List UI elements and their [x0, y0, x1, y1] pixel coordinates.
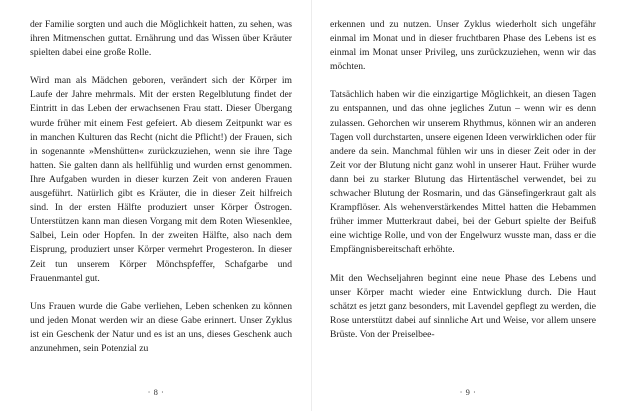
left-text-column [30, 18, 292, 370]
left-page-number: · 8 · [147, 387, 165, 397]
right-page-number: · 9 · [459, 387, 477, 397]
right-paragraph-3: Mit den Wechseljahren beginnt eine neue Phase des Lebens und unser Körper macht wieder eine Entwicklung durch. Die Haut schätzt es jetzt ganz besonders, mit Lavendel gepflegt zu werden, die Rose unterstützt dabei auf sinnliche Art und Weise, vor allem unsere Brüste. Von der Preiselbee- [330, 272, 596, 340]
right-paragraph-1: erkennen und zu nutzen. Unser Zyklus wiederholt sich ungefähr einmal im Monat und in dieser fruchtbaren Phase des Lebens ist es einmal im Monat unser Privileg, uns zurückzuziehen, wenn wir das möchten. [330, 19, 596, 73]
left-paragraph-2: Wird man als Mädchen geboren, verändert sich der Körper im Laufe der Jahre mehrmals. Mit der ersten Regelblutung findet der Eintritt in das Leben der erwachsenen Frau statt. Dieser Übergang wurde früher mit einem Fest gefeiert. Ab diesem Zeitpunkt war es in manchen Kulturen das Recht (nicht die Pflicht!) der Frauen, sich in sogenannte »Menshütten« zurückzuziehen, wenn sie ihre Tage hatten. Sie galten dann als hellfühlig und wurden ernst genommen. Ihre Aufgaben wurden in dieser kurzen Zeit von anderen Frauen ausgeführt. Natürlich gibt es Kräuter, die in dieser Zeit hilfreich sind. In der ersten Hälfte produziert unser Körper Östrogen. Unterstützen kann man diesen Vorgang mit dem Roten Wiesenklee, Salbei, Lein oder Hopfen. In der zweiten Hälfte, also nach dem Eisprung, produziert unser Körper vermehrt Progesteron. In dieser Zeit tun unserem Körper Mönchspfeffer, Schafgarbe und Frauenmantel gut. [30, 75, 292, 284]
left-paragraph-1: der Familie sorgten und auch die Möglichkeit hatten, zu sehen, was ihren Mitmenschen guttat. Ernährung und das Wissen über Kräuter spielten dabei eine große Rolle. [30, 19, 292, 59]
right-paragraph-2: Tatsächlich haben wir die einzigartige Möglichkeit, an diesen Tagen zu entspannen, und das ohne jegliches Zutun – wenn wir es denn zulassen. Gehorchen wir unserem Rhythmus, können wir an anderen Tagen voll durchstarten, unsere eigenen Ideen verwirklichen oder für andere da sein. Manchmal fühlen wir uns in dieser Zeit oder in der Zeit vor der Blutung nicht ganz wohl in unserer Haut. Früher wurde dann bei zu starker Blutung das Hirtentäschel verwendet, bei zu schwacher Blutung der Rosmarin, und das Gänsefingerkraut galt als Krampflöser. Als wehenverstärkendes Mittel hatten die Hebammen früher immer Mutterkraut dabei, bei der Geburt spielte der Beifuß eine wichtige Rolle, und von der Engelwurz wusste man, dass er die Empfängnisbereitschaft erhöhte. [330, 89, 596, 256]
left-paragraph-3: Uns Frauen wurde die Gabe verliehen, Leben schenken zu können und jeden Monat werden wir an diese Gabe erinnert. Unser Zyklus ist ein Geschenk der Natur und es ist an uns, dieses Geschenk auch anzunehmen, sein Potenzial zu [30, 300, 292, 354]
right-text-column [330, 18, 596, 356]
right-page [312, 0, 624, 411]
